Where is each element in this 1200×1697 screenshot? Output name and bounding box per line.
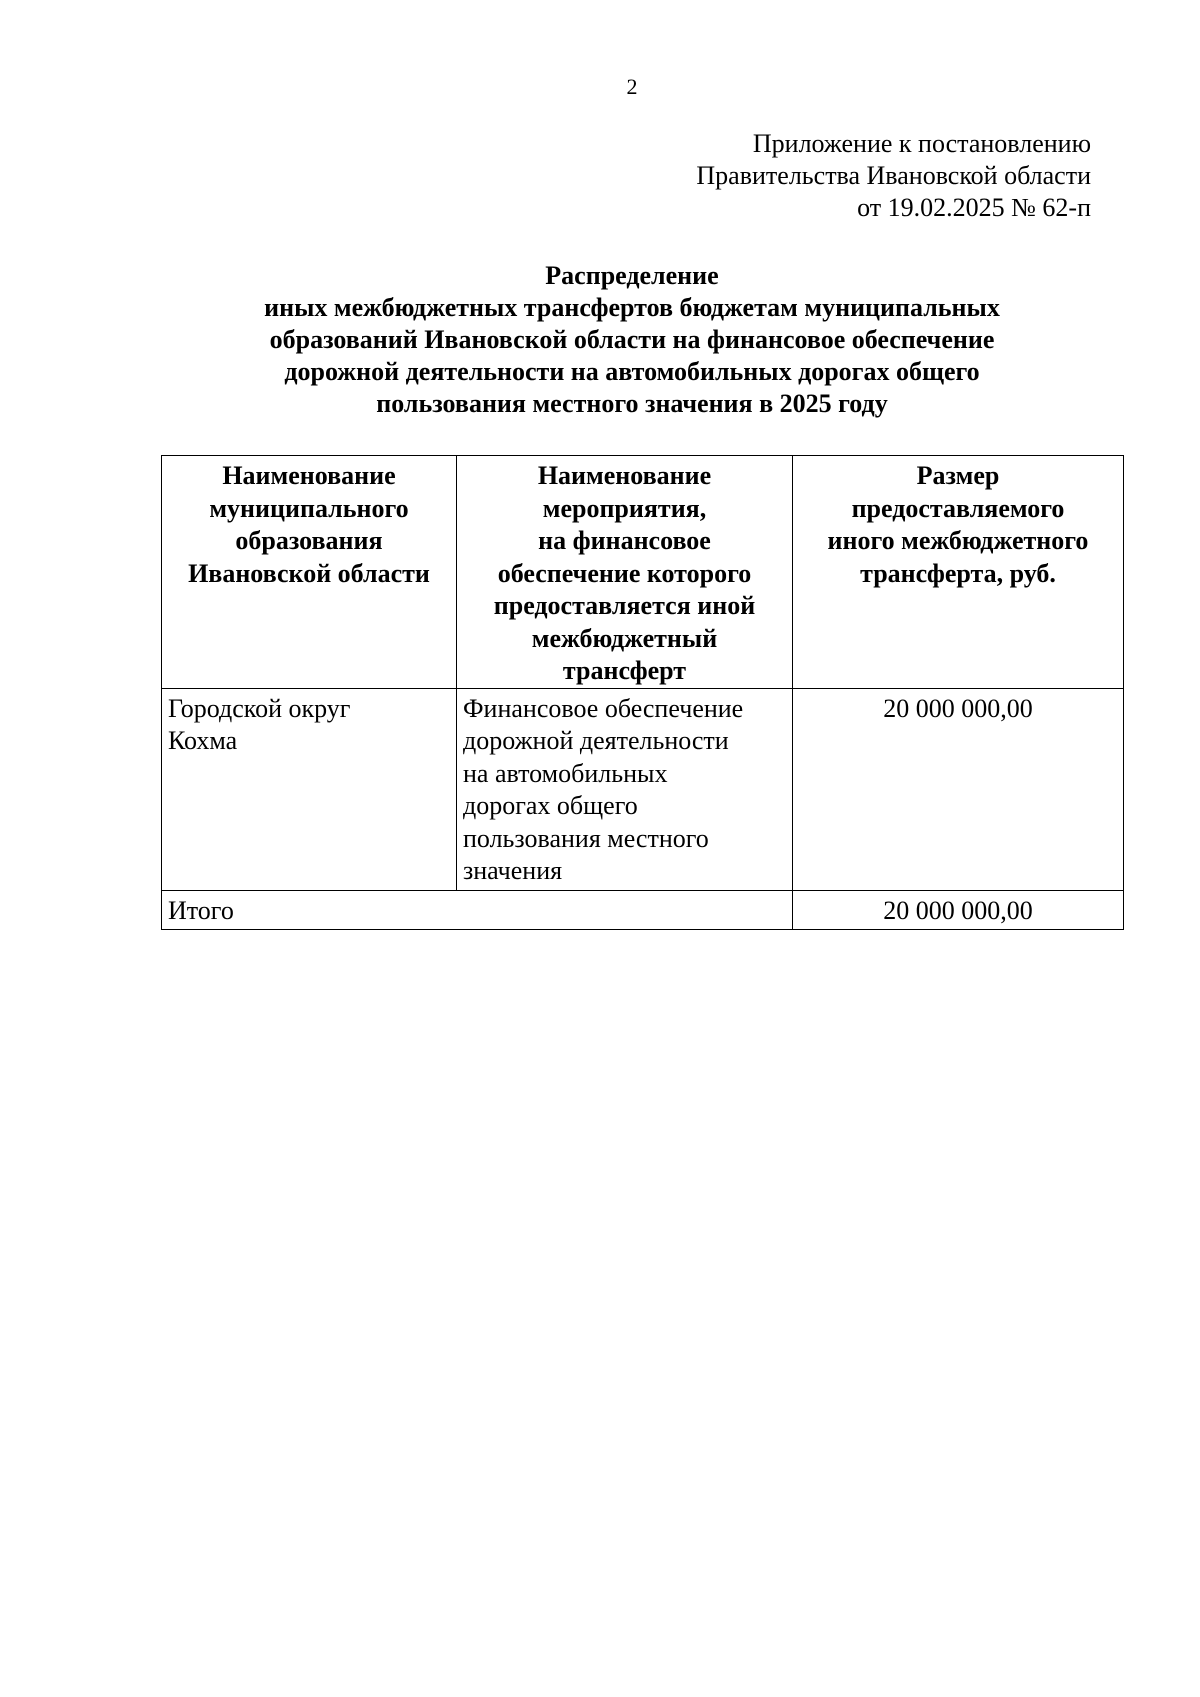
- total-row: [162, 890, 1124, 930]
- header-line: мероприятия,: [542, 493, 707, 523]
- cell-line: дорожной деятельности: [463, 726, 729, 755]
- appendix-line: от 19.02.2025 № 62-п: [857, 193, 1091, 222]
- page-number: 2: [626, 74, 638, 99]
- title-line: образований Ивановской области на финансовое обеспечение: [269, 325, 995, 354]
- header-line: Наименование: [222, 461, 396, 490]
- amount-cell: 20 000 000,00: [793, 688, 1124, 890]
- cell-line: пользования местного: [463, 823, 709, 853]
- cell-line: Городской округ: [168, 693, 351, 723]
- title-line: дорожной деятельности на автомобильных дорогах общего: [284, 357, 980, 386]
- appendix-line: Правительства Ивановской области: [696, 161, 1091, 190]
- appendix-line: Приложение к постановлению: [752, 129, 1091, 158]
- title-line: иных межбюджетных трансфертов бюджетам муниципальных: [264, 293, 1000, 322]
- cell-line: на автомобильных: [463, 758, 668, 788]
- cell-line: Финансовое обеспечение: [463, 693, 744, 723]
- header-line: обеспечение которого: [497, 558, 752, 588]
- header-event: [457, 456, 793, 689]
- table-header-row: [162, 456, 1124, 689]
- cell-line: значения: [463, 856, 563, 885]
- header-line: трансферта, руб.: [860, 558, 1056, 588]
- document-title: [149, 260, 1115, 420]
- header-line: Размер: [916, 461, 1000, 490]
- header-line: предоставляемого: [851, 493, 1065, 523]
- event-cell: [457, 688, 793, 890]
- header-line: межбюджетный: [531, 623, 718, 653]
- total-label: Итого: [162, 890, 793, 930]
- header-line: предоставляется иной: [493, 591, 756, 620]
- total-amount: 20 000 000,00: [793, 890, 1124, 930]
- header-municipality: [162, 456, 457, 689]
- title-line: пользования местного значения в 2025 году: [376, 389, 888, 418]
- header-line: муниципального: [209, 493, 409, 523]
- title-line: Распределение: [545, 261, 719, 290]
- cell-line: Кохма: [168, 726, 238, 755]
- header-line: образования: [235, 526, 383, 555]
- header-line: трансферт: [562, 656, 687, 685]
- appendix-reference: [391, 128, 1091, 224]
- header-amount: [793, 456, 1124, 689]
- header-line: Наименование: [537, 461, 712, 490]
- header-line: Ивановской области: [188, 558, 430, 588]
- table-row: [162, 688, 1124, 890]
- header-line: на финансовое: [538, 526, 711, 555]
- municipality-cell: [162, 688, 457, 890]
- distribution-table: [161, 455, 1124, 930]
- cell-line: дорогах общего: [463, 791, 638, 820]
- header-line: иного межбюджетного: [827, 526, 1089, 555]
